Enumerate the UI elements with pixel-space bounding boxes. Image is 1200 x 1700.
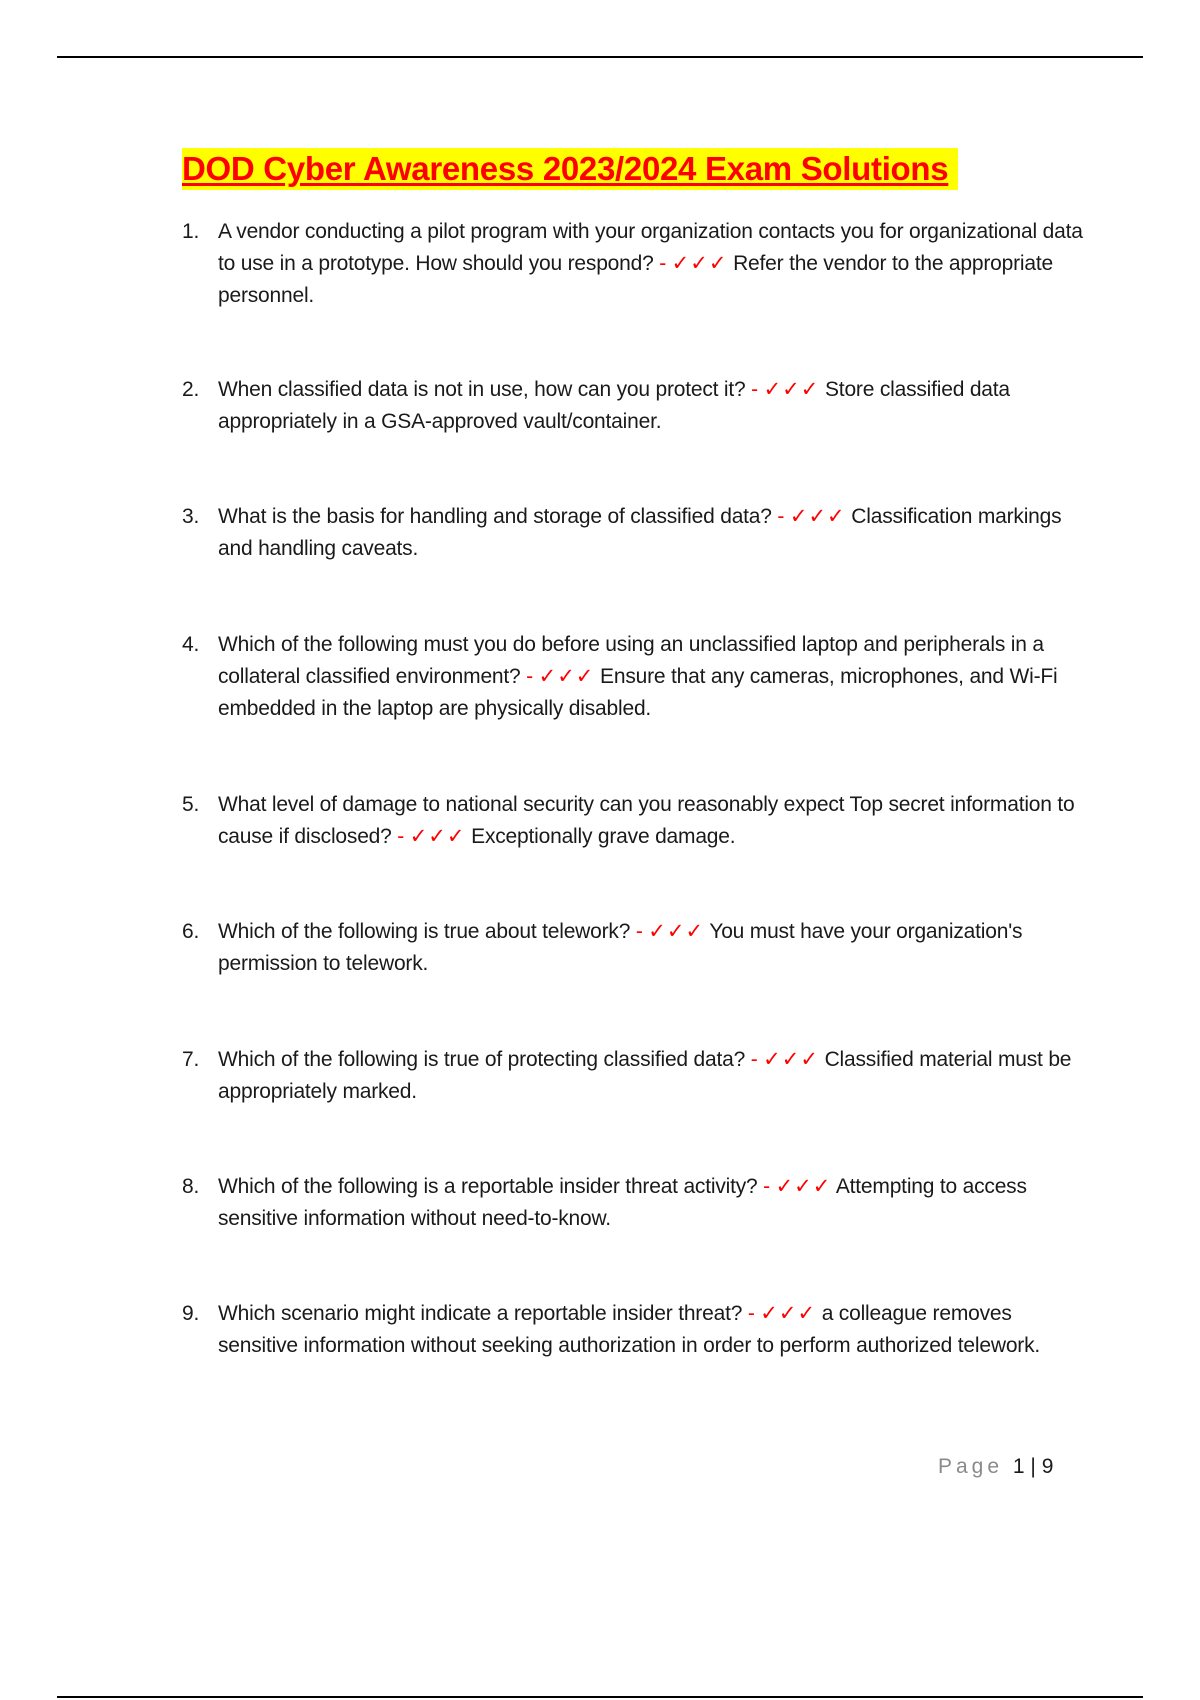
question-number: 4. xyxy=(182,633,200,656)
question-item xyxy=(182,1171,1097,1235)
checkmark-icon: ✓✓✓ xyxy=(648,920,705,943)
top-rule xyxy=(57,56,1143,58)
document-title: DOD Cyber Awareness 2023/2024 Exam Solutions xyxy=(182,148,958,190)
answer-separator: - xyxy=(757,1175,776,1198)
question-text: What level of damage to national security can you reasonably expect Top secret information to cause if disclosed? xyxy=(218,793,1075,848)
question-item xyxy=(182,501,1097,565)
question-item xyxy=(182,916,1097,980)
question-number: 3. xyxy=(182,505,200,528)
answer-separator: - xyxy=(742,1302,761,1325)
title-container xyxy=(182,148,958,190)
answer-separator: - xyxy=(653,252,672,275)
answer-text: Exceptionally grave damage. xyxy=(471,825,736,848)
question-text: What is the basis for handling and storage of classified data? xyxy=(218,505,772,528)
page-divider: | xyxy=(1030,1455,1036,1478)
answer-separator: - xyxy=(771,505,790,528)
question-body xyxy=(218,916,1097,980)
checkmark-icon: ✓✓✓ xyxy=(763,378,820,401)
answer-separator: - xyxy=(391,825,410,848)
question-item xyxy=(182,629,1097,725)
answer-text: Ensure that any cameras, microphones, and Wi-Fi embedded in the laptop are physically disabled. xyxy=(218,665,1058,720)
question-item xyxy=(182,216,1097,312)
checkmark-icon: ✓✓✓ xyxy=(775,1175,832,1198)
checkmark-icon: ✓✓✓ xyxy=(763,1048,819,1071)
answer-text: Attempting to access sensitive information without need-to-know. xyxy=(218,1175,1027,1230)
question-number: 2. xyxy=(182,378,200,401)
answer-text: Store classified data appropriately in a GSA-approved vault/container. xyxy=(218,378,1010,433)
answer-text: Classification markings and handling caveats. xyxy=(218,505,1062,560)
checkmark-icon: ✓✓✓ xyxy=(409,825,466,848)
question-body xyxy=(218,1171,1097,1235)
answer-text: Refer the vendor to the appropriate personnel. xyxy=(218,252,1053,307)
question-body xyxy=(218,216,1097,312)
checkmark-icon: ✓✓✓ xyxy=(789,505,846,528)
question-item xyxy=(182,374,1097,438)
question-item xyxy=(182,1044,1097,1108)
question-body xyxy=(218,374,1097,438)
question-text: When classified data is not in use, how can you protect it? xyxy=(218,378,746,401)
question-body xyxy=(218,789,1097,853)
page-total: 9 xyxy=(1041,1455,1054,1478)
question-number: 5. xyxy=(182,793,200,816)
question-number: 1. xyxy=(182,220,200,243)
question-number: 7. xyxy=(182,1048,200,1071)
question-text: A vendor conducting a pilot program with your organization contacts you for organizational data to use in a prototype. How should you respond? xyxy=(218,220,1083,275)
question-number: 9. xyxy=(182,1302,200,1325)
page-number-footer xyxy=(938,1452,1053,1482)
answer-text: a colleague removes sensitive information without seeking authorization in order to perform authorized telework. xyxy=(218,1302,1041,1357)
checkmark-icon: ✓✓✓ xyxy=(760,1302,817,1325)
question-text: Which scenario might indicate a reportable insider threat? xyxy=(218,1302,743,1325)
question-body xyxy=(218,629,1097,725)
question-body xyxy=(218,501,1097,565)
answer-separator: - xyxy=(520,665,539,688)
question-number: 8. xyxy=(182,1175,200,1198)
question-text: Which of the following must you do before using an unclassified laptop and peripherals in a collateral classified environment? xyxy=(218,633,1044,688)
page-current: 1 xyxy=(1012,1455,1025,1478)
answer-text: You must have your organization's permission to telework. xyxy=(218,920,1023,975)
question-number: 6. xyxy=(182,920,200,943)
bottom-rule xyxy=(57,1696,1143,1698)
answer-text: Classified material must be appropriately marked. xyxy=(218,1048,1072,1103)
page-label: Page xyxy=(938,1455,1004,1478)
question-item xyxy=(182,1298,1097,1362)
question-text: Which of the following is true about telework? xyxy=(218,920,631,943)
checkmark-icon: ✓✓✓ xyxy=(538,665,595,688)
question-text: Which of the following is true of protecting classified data? xyxy=(218,1048,746,1071)
answer-separator: - xyxy=(745,378,764,401)
answer-separator: - xyxy=(745,1048,764,1071)
question-text: Which of the following is a reportable insider threat activity? xyxy=(218,1175,758,1198)
question-body xyxy=(218,1298,1097,1362)
checkmark-icon: ✓✓✓ xyxy=(671,252,728,275)
answer-separator: - xyxy=(630,920,649,943)
question-item xyxy=(182,789,1097,853)
question-body xyxy=(218,1044,1097,1108)
